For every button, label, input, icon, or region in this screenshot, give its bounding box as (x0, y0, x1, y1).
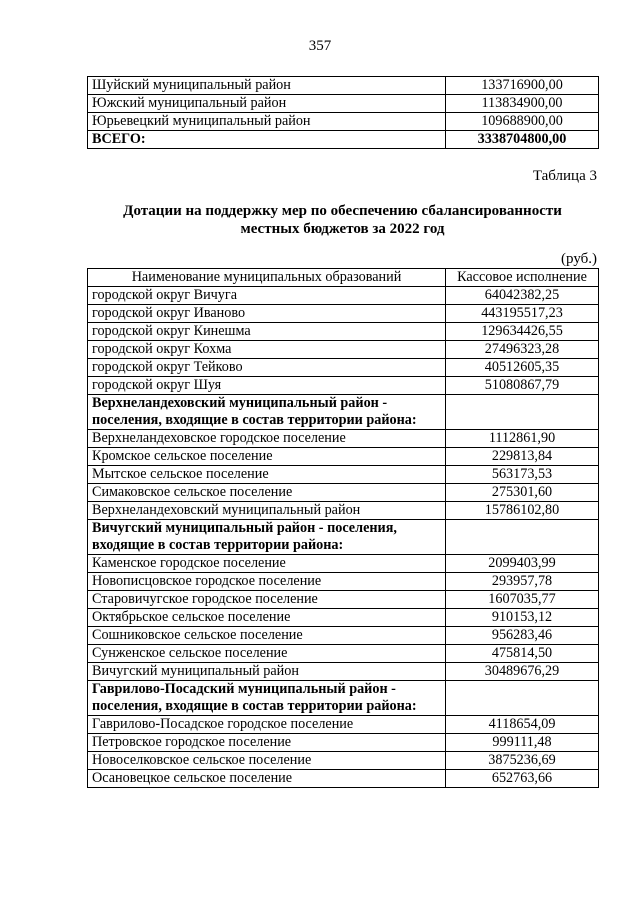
row-name: городской округ Кинешма (88, 323, 446, 341)
section-title: Гаврилово-Посадский муниципальный район - поселения, входящие в состав территории района: (88, 681, 446, 716)
row-value: 652763,66 (446, 770, 599, 788)
row-name: Старовичугское городское поселение (88, 591, 446, 609)
table-row (88, 752, 599, 770)
row-value: 1112861,90 (446, 430, 599, 448)
table-row (88, 466, 599, 484)
row-name: Осановецкое сельское поселение (88, 770, 446, 788)
row-value: 443195517,23 (446, 305, 599, 323)
table-row (88, 663, 599, 681)
row-value: 64042382,25 (446, 287, 599, 305)
row-name: Юрьевецкий муниципальный район (88, 113, 446, 131)
row-value (446, 520, 599, 555)
row-value: 293957,78 (446, 573, 599, 591)
main-table-body (88, 287, 599, 788)
row-name: Гаврилово-Посадское городское поселение (88, 716, 446, 734)
header-value: Кассовое исполнение (446, 269, 599, 287)
section-row (88, 681, 599, 716)
row-value: 999111,48 (446, 734, 599, 752)
table-title-line: местных бюджетов за 2022 год (240, 221, 445, 237)
table-row (88, 287, 599, 305)
row-value: 27496323,28 (446, 341, 599, 359)
table-row (88, 502, 599, 520)
row-value (446, 681, 599, 716)
row-name: Сошниковское сельское поселение (88, 627, 446, 645)
row-value: 956283,46 (446, 627, 599, 645)
table-row (88, 627, 599, 645)
row-value: 3875236,69 (446, 752, 599, 770)
row-name: Новоселковское сельское поселение (88, 752, 446, 770)
section-row (88, 395, 599, 430)
table-row (88, 323, 599, 341)
row-name: Вичугский муниципальный район (88, 663, 446, 681)
total-row (88, 131, 599, 149)
table-row (88, 377, 599, 395)
row-name: Кромское сельское поселение (88, 448, 446, 466)
top-table (87, 76, 599, 149)
row-value: 2099403,99 (446, 555, 599, 573)
units-label: (руб.) (561, 251, 597, 267)
row-value: 113834900,00 (446, 95, 599, 113)
table-row (88, 645, 599, 663)
row-name: городской округ Кохма (88, 341, 446, 359)
row-value: 229813,84 (446, 448, 599, 466)
table-title (87, 202, 598, 238)
table-row (88, 734, 599, 752)
table-row (88, 609, 599, 627)
row-name: городской округ Тейково (88, 359, 446, 377)
row-value: 129634426,55 (446, 323, 599, 341)
main-table (87, 268, 599, 788)
row-name: городской округ Шуя (88, 377, 446, 395)
table-row (88, 573, 599, 591)
section-title: Вичугский муниципальный район - поселения, входящие в состав территории района: (88, 520, 446, 555)
table-title-line: Дотации на поддержку мер по обеспечению сбалансированности (123, 203, 562, 219)
row-name: Симаковское сельское поселение (88, 484, 446, 502)
row-name: Верхнеландеховское городское поселение (88, 430, 446, 448)
table-row (88, 448, 599, 466)
page-number: 357 (308, 38, 332, 54)
section-row (88, 520, 599, 555)
row-name: Октябрьское сельское поселение (88, 609, 446, 627)
table-row (88, 305, 599, 323)
row-value: 40512605,35 (446, 359, 599, 377)
row-value: 475814,50 (446, 645, 599, 663)
row-value: 4118654,09 (446, 716, 599, 734)
table-row (88, 95, 599, 113)
row-name: Шуйский муниципальный район (88, 77, 446, 95)
row-value: 910153,12 (446, 609, 599, 627)
table-row (88, 555, 599, 573)
total-label: ВСЕГО: (88, 131, 446, 149)
table-row (88, 484, 599, 502)
table-row (88, 341, 599, 359)
row-value: 275301,60 (446, 484, 599, 502)
row-name: Новописцовское городское поселение (88, 573, 446, 591)
row-value: 51080867,79 (446, 377, 599, 395)
row-value: 1607035,77 (446, 591, 599, 609)
header-row (88, 269, 599, 287)
row-value (446, 395, 599, 430)
section-title: Верхнеландеховский муниципальный район - поселения, входящие в состав территории района: (88, 395, 446, 430)
table-row (88, 430, 599, 448)
row-value: 15786102,80 (446, 502, 599, 520)
table-row (88, 359, 599, 377)
row-value: 563173,53 (446, 466, 599, 484)
row-name: городской округ Иваново (88, 305, 446, 323)
table-row (88, 77, 599, 95)
row-value: 30489676,29 (446, 663, 599, 681)
row-name: Каменское городское поселение (88, 555, 446, 573)
table-row (88, 113, 599, 131)
row-value: 109688900,00 (446, 113, 599, 131)
row-name: Сунженское сельское поселение (88, 645, 446, 663)
row-name: Верхнеландеховский муниципальный район (88, 502, 446, 520)
table-label: Таблица 3 (532, 168, 597, 184)
table-row (88, 591, 599, 609)
header-name: Наименование муниципальных образований (88, 269, 446, 287)
row-name: Петровское городское поселение (88, 734, 446, 752)
row-name: Мытское сельское поселение (88, 466, 446, 484)
row-name: городской округ Вичуга (88, 287, 446, 305)
row-value: 133716900,00 (446, 77, 599, 95)
table-row (88, 770, 599, 788)
row-name: Южский муниципальный район (88, 95, 446, 113)
table-row (88, 716, 599, 734)
total-value: 3338704800,00 (446, 131, 599, 149)
